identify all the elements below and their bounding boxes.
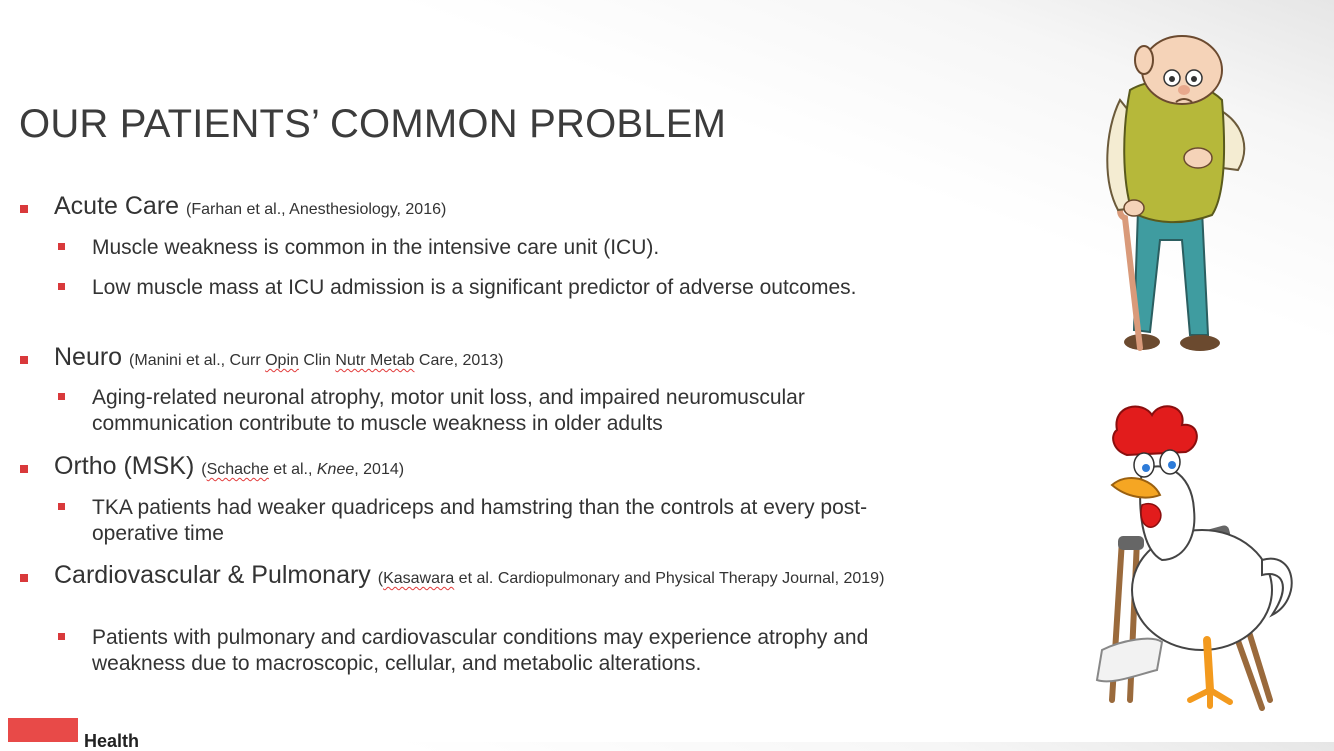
section-label: Cardiovascular & Pulmonary	[54, 561, 371, 589]
point-text: TKA patients had weaker quadriceps and hamstring than the controls at every post-operative time	[92, 496, 868, 545]
bullet-marker	[20, 356, 28, 364]
point-text: Patients with pulmonary and cardiovascular conditions may experience atrophy and weakness due to macroscopic, cellular, and metabolic alterations.	[92, 626, 869, 675]
point-text: Muscle weakness is common in the intensive care unit (ICU).	[92, 236, 660, 259]
section-label: Neuro	[54, 343, 123, 371]
slide-title: OUR PATIENTS’ COMMON PROBLEM	[19, 102, 727, 146]
footer-accent-block	[8, 718, 78, 742]
elderly-man-illustration	[1090, 30, 1260, 360]
bullet-marker	[58, 633, 65, 640]
bullet-marker	[20, 465, 28, 473]
bullet-marker	[20, 574, 28, 582]
bullet-marker	[58, 283, 65, 290]
point-text: Aging-related neuronal atrophy, motor unit loss, and impaired neuromuscular communication contribute to muscle weakness in older adults	[92, 386, 805, 435]
section-citation: (Manini et al., Curr Opin Clin Nutr Metab Care, 2013)	[129, 352, 504, 369]
bullet-marker	[58, 503, 65, 510]
section-label: Ortho (MSK)	[54, 452, 195, 480]
section-citation: (Kasawara et al. Cardiopulmonary and Physical Therapy Journal, 2019)	[377, 570, 885, 587]
bullet-marker	[58, 243, 65, 250]
chicken-on-crutches-illustration	[1082, 400, 1302, 720]
point-text: Low muscle mass at ICU admission is a significant predictor of adverse outcomes.	[92, 276, 857, 299]
section-citation: (Schache et al., Knee, 2014)	[201, 461, 405, 478]
footer-logo-fragment: Health	[84, 731, 140, 751]
bullet-marker	[20, 205, 28, 213]
section-label: Acute Care	[54, 192, 180, 220]
section-citation: (Farhan et al., Anesthesiology, 2016)	[186, 201, 447, 218]
bullet-marker	[58, 393, 65, 400]
